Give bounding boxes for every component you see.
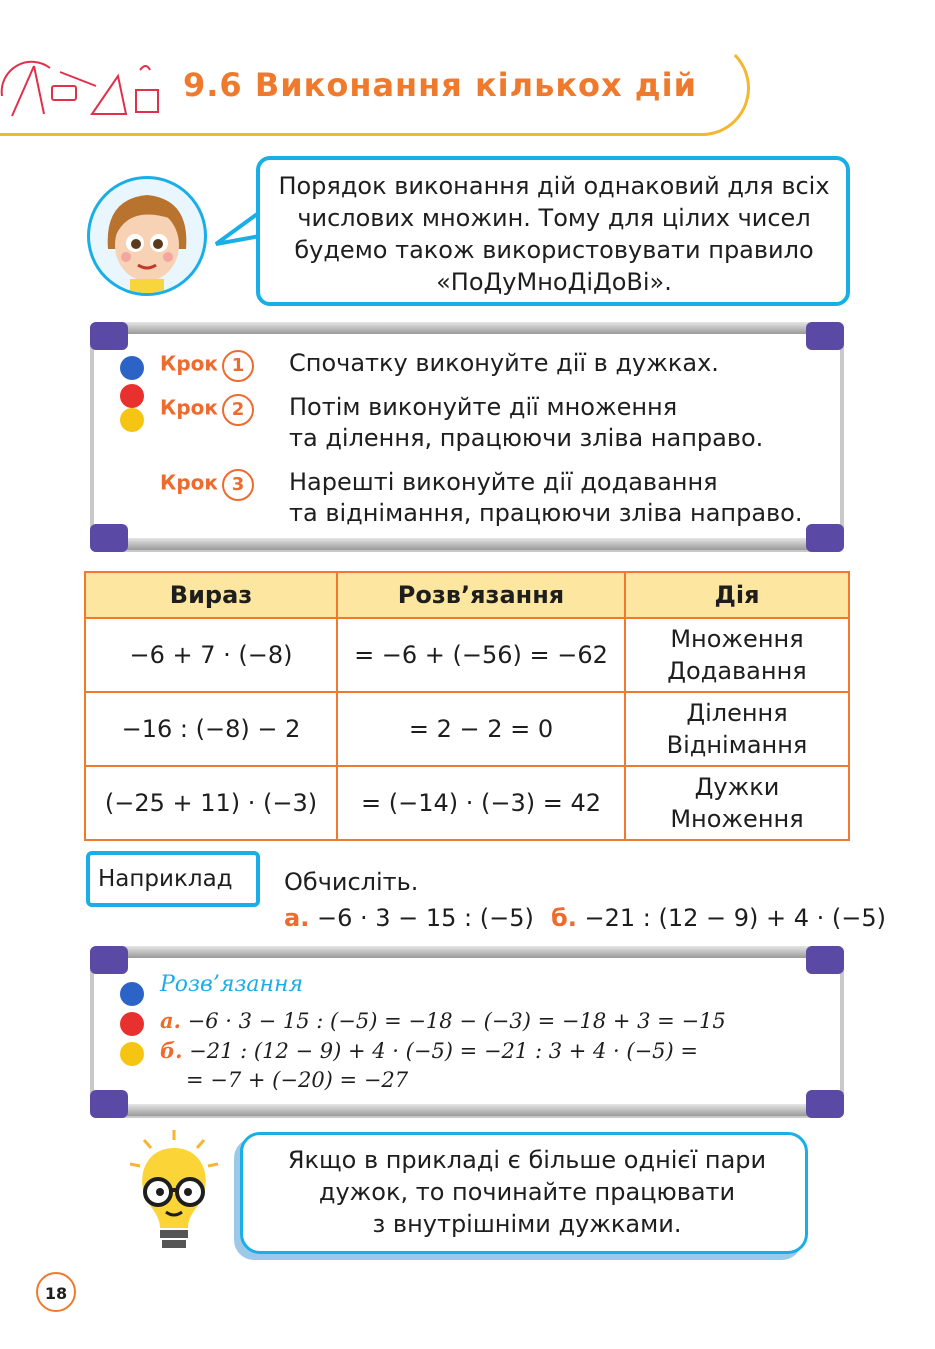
board-corner (806, 524, 844, 552)
example-task: Обчисліть. (284, 868, 419, 896)
intro-line: числових множин. Тому для цілих чисел (297, 204, 811, 232)
board-corner (806, 946, 844, 974)
board-rail-top (100, 322, 834, 334)
solution-b-line2: = −7 + (−20) = −27 (186, 1068, 409, 1092)
solution-b-letter: б. (160, 1038, 183, 1063)
tip-line: Якщо в прикладі є більше однієї пари (287, 1146, 767, 1174)
solution-a (160, 1008, 726, 1033)
page-title: 9.6 Виконання кількох дій (183, 66, 698, 104)
solution-a-letter: а. (160, 1008, 181, 1033)
red-magnet-icon (120, 1012, 144, 1036)
table-row (85, 692, 849, 766)
example-tag: Наприклад (86, 851, 260, 907)
solution-b-line1: −21 : (12 − 9) + 4 · (−5) = −21 : 3 + 4 · (−5) = (189, 1039, 699, 1063)
step-1-label: Крок 1 (160, 350, 254, 382)
example-b (551, 904, 886, 932)
intro-line: «ПоДуМноДіДоВі». (436, 268, 672, 296)
page-number: 18 (36, 1272, 76, 1312)
board-rail-top (100, 946, 834, 958)
board-corner (806, 1090, 844, 1118)
board-corner (90, 524, 128, 552)
action-line: Ділення (686, 699, 788, 727)
yellow-magnet-icon (120, 408, 144, 432)
step-3-label: Крок 3 (160, 469, 254, 501)
solution-cell: = 2 − 2 = 0 (337, 692, 625, 766)
step-3-text (289, 467, 803, 529)
lightbulb-icon (124, 1128, 224, 1256)
step-3-number: 3 (222, 469, 254, 501)
solution-cell: = −6 + (−56) = −62 (337, 618, 625, 692)
expr-cell: −16 : (−8) − 2 (85, 692, 337, 766)
step-2-number: 2 (222, 394, 254, 426)
tip-line: дужок, то починайте працювати (318, 1178, 736, 1206)
intro-text (270, 170, 838, 298)
school-supplies-icon (0, 56, 170, 122)
action-cell (625, 618, 849, 692)
yellow-magnet-icon (120, 1042, 144, 1066)
tip-line: з внутрішніми дужками. (372, 1210, 682, 1238)
intro-line: будемо також використовувати правило (294, 236, 814, 264)
solution-a-line: −6 · 3 − 15 : (−5) = −18 − (−3) = −18 + 3 = −15 (187, 1009, 726, 1033)
action-line: Множення (670, 625, 804, 653)
action-cell (625, 766, 849, 840)
red-magnet-icon (120, 384, 144, 408)
table-header-row (85, 572, 849, 618)
col-header-action: Дія (625, 572, 849, 618)
example-b-letter: б. (551, 904, 577, 932)
action-line: Додавання (667, 657, 807, 685)
expr-cell: −6 + 7 · (−8) (85, 618, 337, 692)
table-row (85, 766, 849, 840)
action-line: Множення (670, 805, 804, 833)
col-header-expression: Вираз (85, 572, 337, 618)
solution-title: Розв’язання (160, 972, 304, 997)
board-corner (90, 946, 128, 974)
col-header-solution: Розв’язання (337, 572, 625, 618)
action-line: Віднімання (666, 731, 808, 759)
step-1-text (289, 348, 719, 379)
board-corner (90, 1090, 128, 1118)
step-2-text (289, 392, 763, 454)
solution-b (160, 1038, 698, 1063)
example-b-expr: −21 : (12 − 9) + 4 · (−5) (584, 904, 887, 932)
step-line: та віднімання, працюючи зліва направо. (289, 499, 803, 527)
step-line: та ділення, працюючи зліва направо. (289, 424, 764, 452)
step-1-number: 1 (222, 350, 254, 382)
example-a-letter: а. (284, 904, 310, 932)
action-line: Дужки (694, 773, 780, 801)
step-line: Нарешті виконуйте дії додавання (289, 468, 718, 496)
board-corner (806, 322, 844, 350)
girl-avatar (87, 176, 207, 296)
step-line: Спочатку виконуйте дії в дужках. (289, 349, 719, 377)
blue-magnet-icon (120, 356, 144, 380)
intro-line: Порядок виконання дій однаковий для всіх (278, 172, 830, 200)
table-row (85, 618, 849, 692)
expr-cell: (−25 + 11) · (−3) (85, 766, 337, 840)
board-corner (90, 322, 128, 350)
operations-table (84, 571, 850, 841)
board-rail-bottom (100, 538, 834, 550)
example-a-expr: −6 · 3 − 15 : (−5) (316, 904, 534, 932)
tip-text (262, 1144, 792, 1240)
step-line: Потім виконуйте дії множення (289, 393, 678, 421)
example-a (284, 904, 534, 932)
step-2-label: Крок 2 (160, 394, 254, 426)
board-rail-bottom (100, 1104, 834, 1116)
solution-cell: = (−14) · (−3) = 42 (337, 766, 625, 840)
blue-magnet-icon (120, 982, 144, 1006)
action-cell (625, 692, 849, 766)
